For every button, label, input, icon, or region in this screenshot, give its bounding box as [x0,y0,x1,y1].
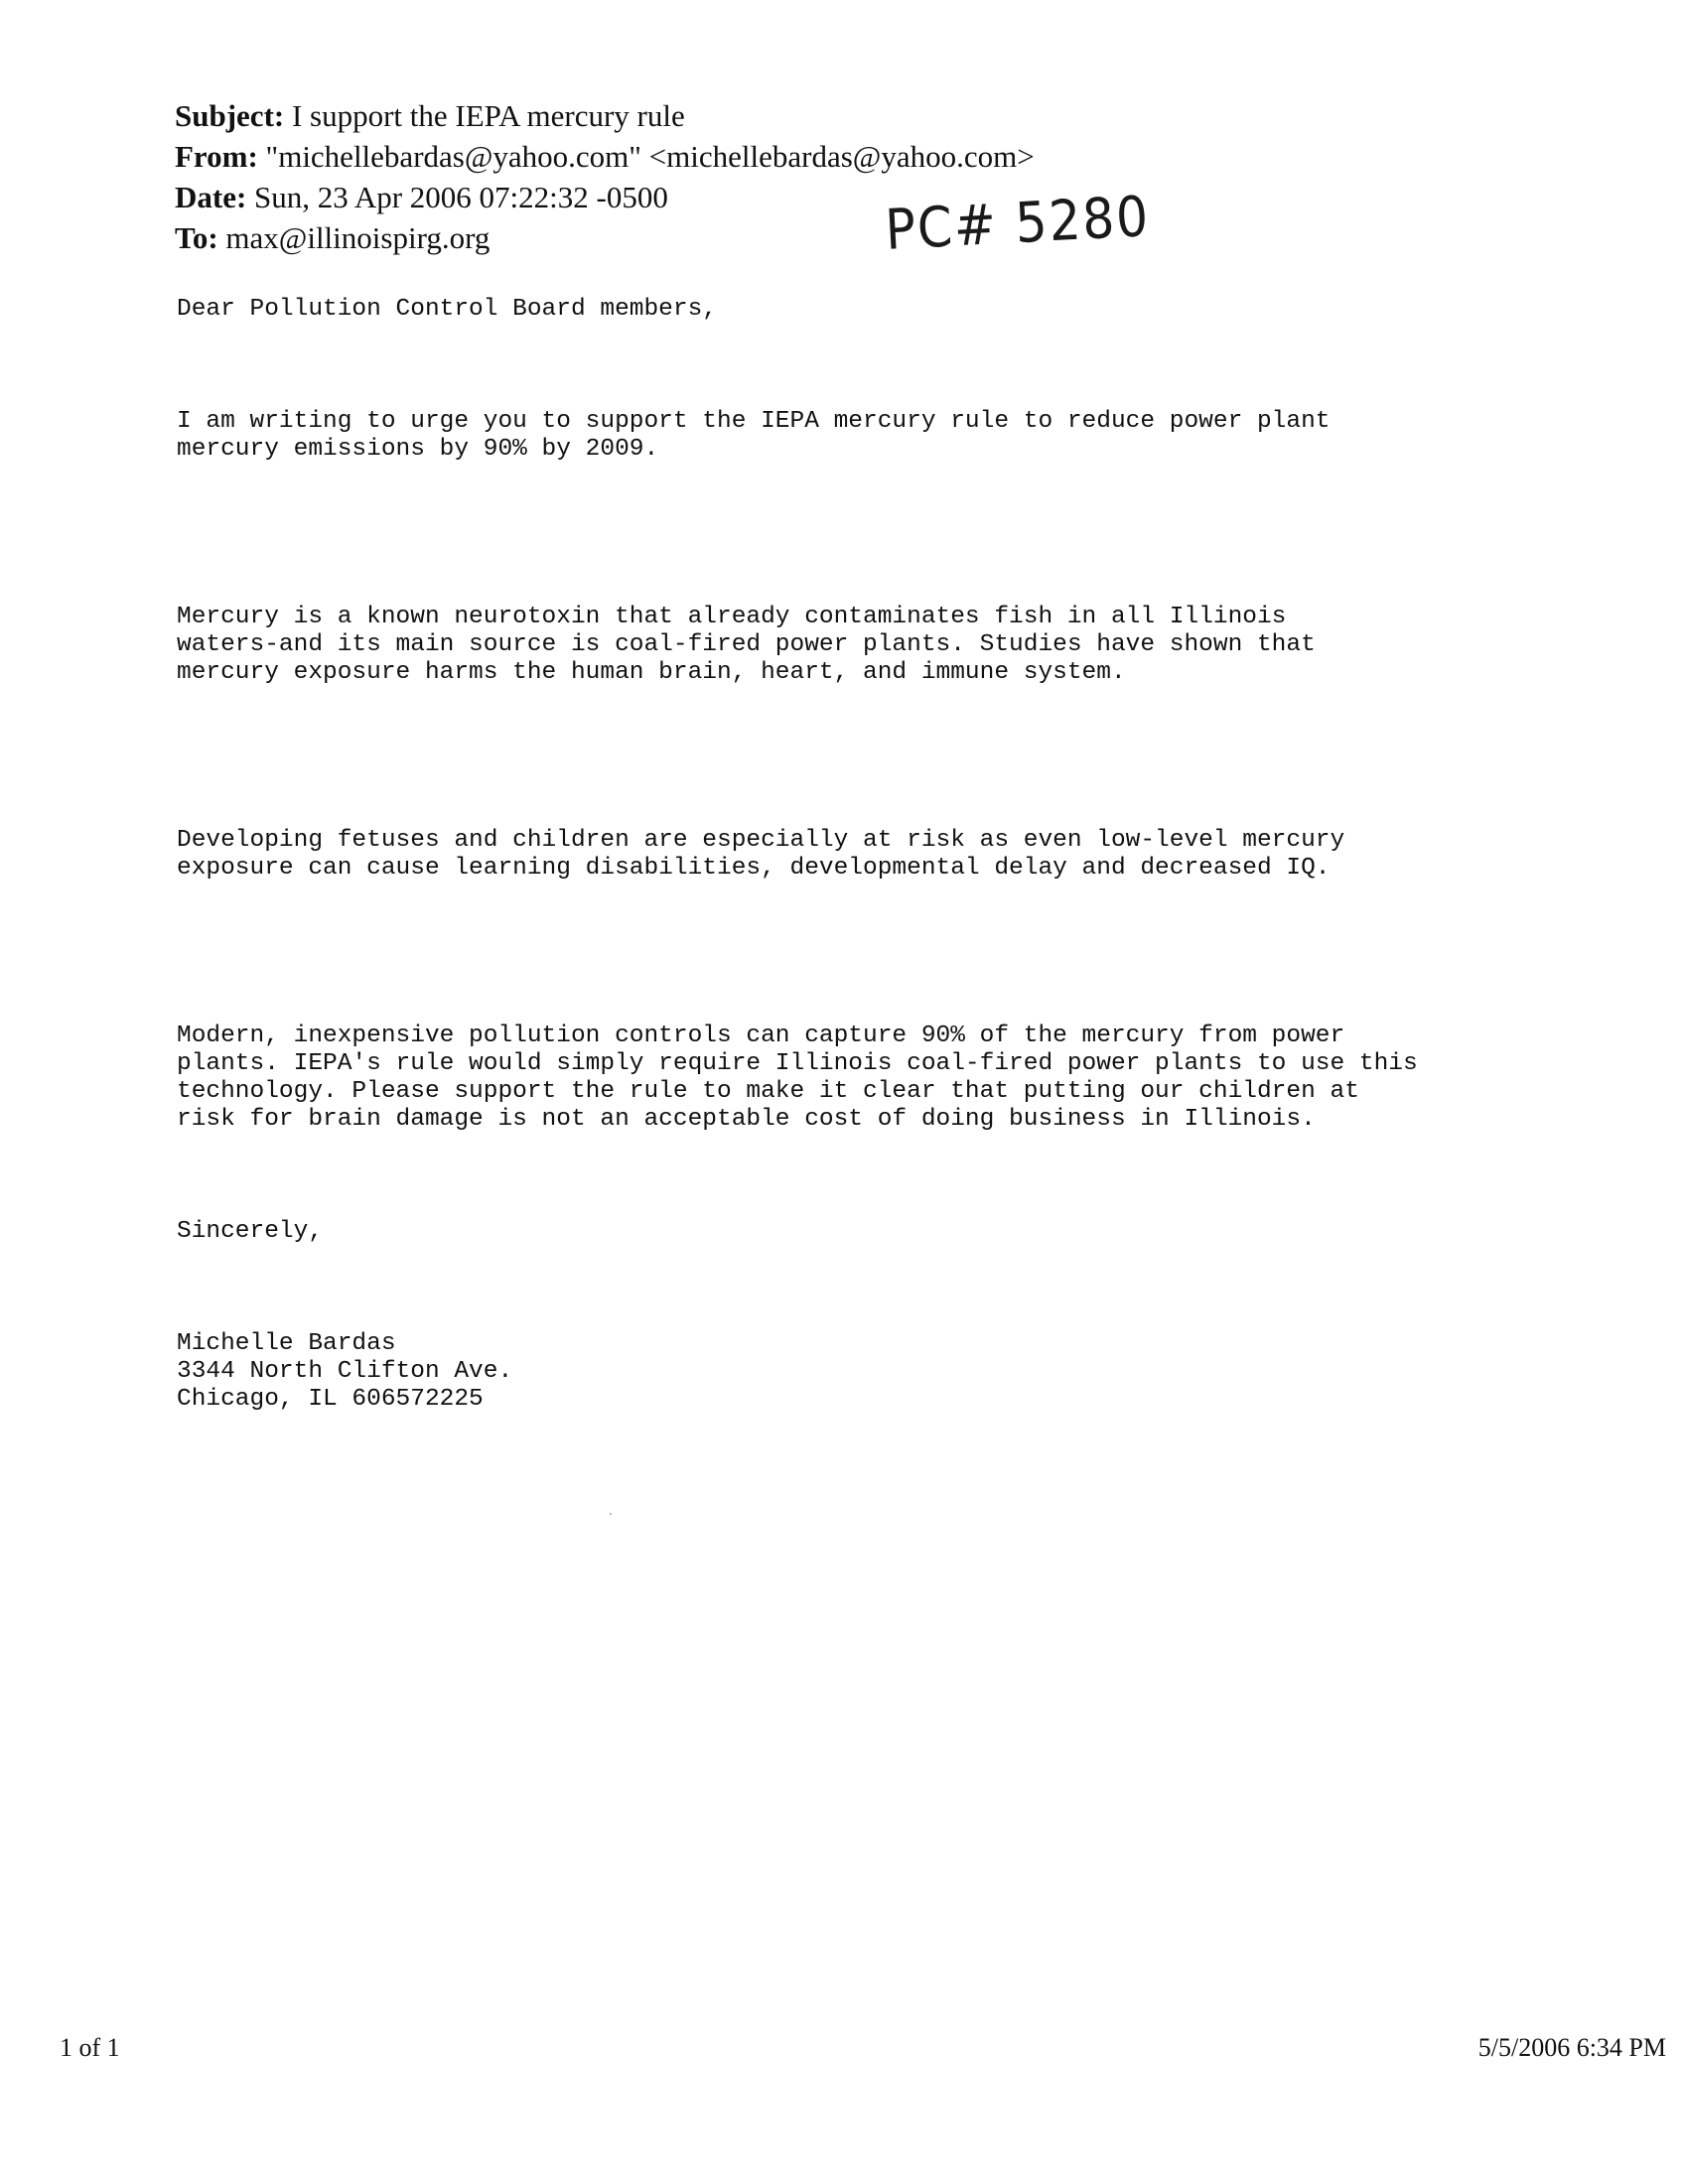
paragraph-3 [177,771,1587,938]
paragraph-line: plants. IEPA's rule would simply require Illinois coal-fired power plants to use this [177,1050,1418,1077]
printed-timestamp: 5/5/2006 6:34 PM [1477,2033,1666,2062]
paragraph-line: technology. Please support the rule to make it clear that putting our children at [177,1078,1359,1105]
paragraph-line: risk for brain damage is not an acceptable cost of doing business in Illinois. [177,1106,1316,1133]
scan-speck [610,1513,612,1515]
paragraph-1 [177,352,1587,519]
paragraph-line: Mercury is a known neurotoxin that already contaminates fish in all Illinois [177,604,1287,630]
greeting: Dear Pollution Control Board members, [177,296,717,323]
signature-city: Chicago, IL 606572225 [177,1386,484,1413]
signature-street: 3344 North Clifton Ave. [177,1358,513,1385]
date-label: Date: [175,180,247,214]
paragraph-line: waters-and its main source is coal-fired power plants. Studies have shown that [177,631,1316,658]
signature-name: Michelle Bardas [177,1330,396,1357]
paragraph-line: Developing fetuses and children are especially at risk as even low-level mercury [177,827,1345,854]
paragraph-line: exposure can cause learning disabilities, developmental delay and decreased IQ. [177,855,1331,882]
paragraph-4 [177,967,1587,1189]
paragraph-line: mercury exposure harms the human brain, heart, and immune system. [177,659,1126,686]
handwritten-pc-number: PC# 5280 [884,185,1152,263]
to-value: max@illinoispirg.org [225,220,491,255]
page-indicator: 1 of 1 [60,2033,120,2062]
closing: Sincerely, [177,1218,324,1245]
paragraph-line: Modern, inexpensive pollution controls can capture 90% of the mercury from power [177,1023,1345,1049]
paragraph-2 [177,548,1587,743]
signature-block [177,1275,1587,1469]
from-value: "michellebardas@yahoo.com" <michellebardas@yahoo.com> [265,139,1035,174]
email-body [177,296,1587,1498]
subject-row [175,95,1035,136]
paragraph-line: I am writing to urge you to support the IEPA mercury rule to reduce power plant [177,408,1331,435]
from-row [175,136,1035,177]
from-label: From: [175,139,258,174]
to-label: To: [175,220,218,255]
subject-label: Subject: [175,98,285,133]
subject-value: I support the IEPA mercury rule [291,98,685,133]
paragraph-line: mercury emissions by 90% by 2009. [177,436,659,463]
date-value: Sun, 23 Apr 2006 07:22:32 -0500 [254,180,668,214]
